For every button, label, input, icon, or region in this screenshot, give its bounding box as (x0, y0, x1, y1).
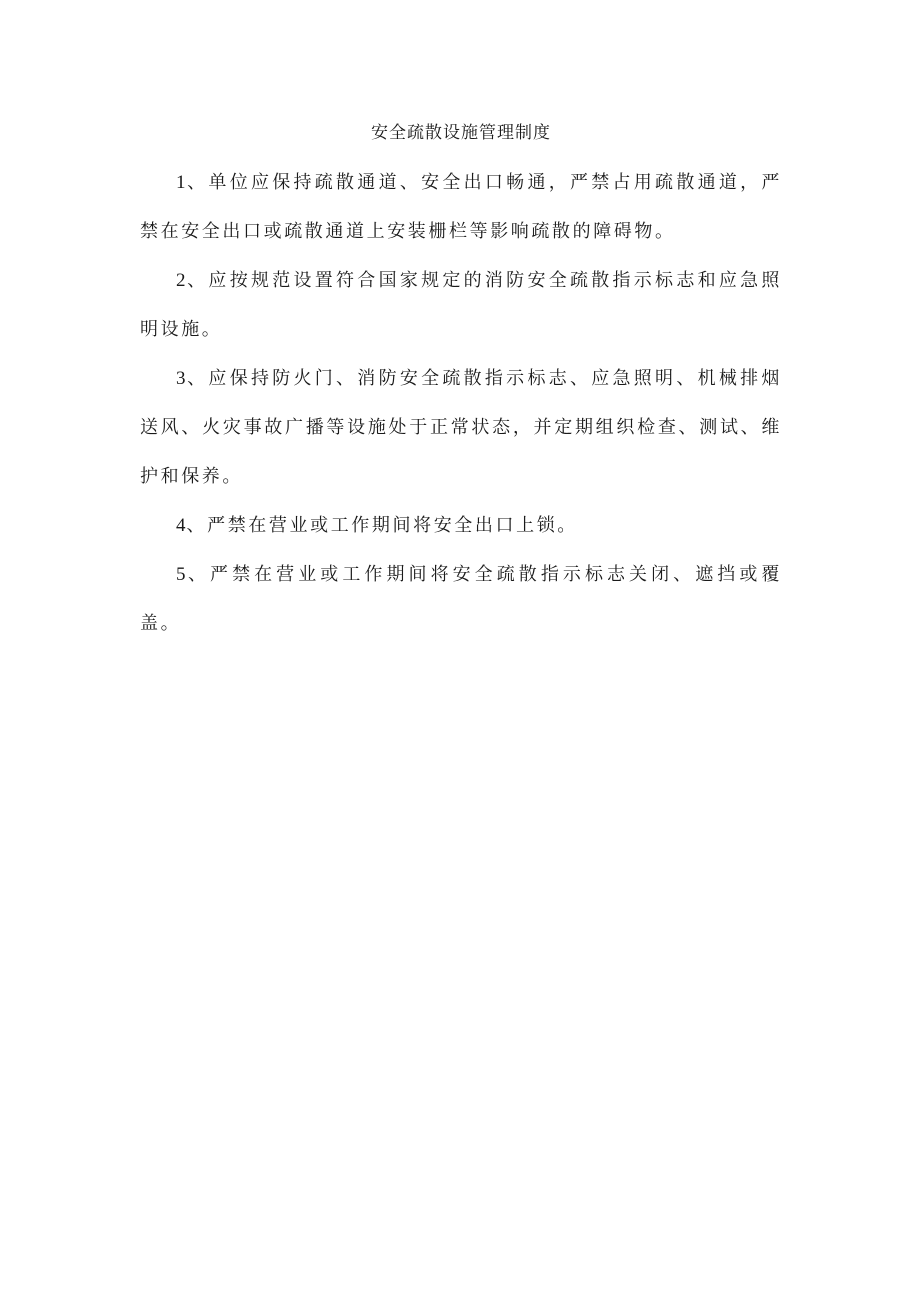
rule-number: 1 (176, 172, 186, 193)
rule-number: 5 (176, 564, 186, 585)
rule-text: 、单位应保持疏散通道、安全出口畅通，严禁占用疏散通道，严禁在安全出口或疏散通道上安装栅栏等影响疏散的障碍物。 (140, 172, 782, 242)
rule-text: 、应保持防火门、消防安全疏散指示标志、应急照明、机械排烟送风、火灾事故广播等设施处于正常状态，并定期组织检查、测试、维护和保养。 (140, 368, 782, 487)
rule-text: 、严禁在营业或工作期间将安全出口上锁。 (186, 515, 578, 536)
document-title: 安全疏散设施管理制度 (371, 123, 551, 143)
rule-paragraph-3 (140, 354, 782, 501)
rule-text: 、严禁在营业或工作期间将安全疏散指示标志关闭、遮挡或覆盖。 (140, 564, 782, 634)
rule-number: 4 (176, 515, 186, 536)
rule-number: 2 (176, 270, 186, 291)
rule-paragraph-4 (140, 501, 782, 550)
rule-number: 3 (176, 368, 186, 389)
rule-paragraph-1 (140, 158, 782, 256)
document-body (140, 116, 782, 648)
rule-text: 、应按规范设置符合国家规定的消防安全疏散指示标志和应急照明设施。 (140, 270, 782, 340)
rule-paragraph-5 (140, 550, 782, 648)
rule-paragraph-2 (140, 256, 782, 354)
